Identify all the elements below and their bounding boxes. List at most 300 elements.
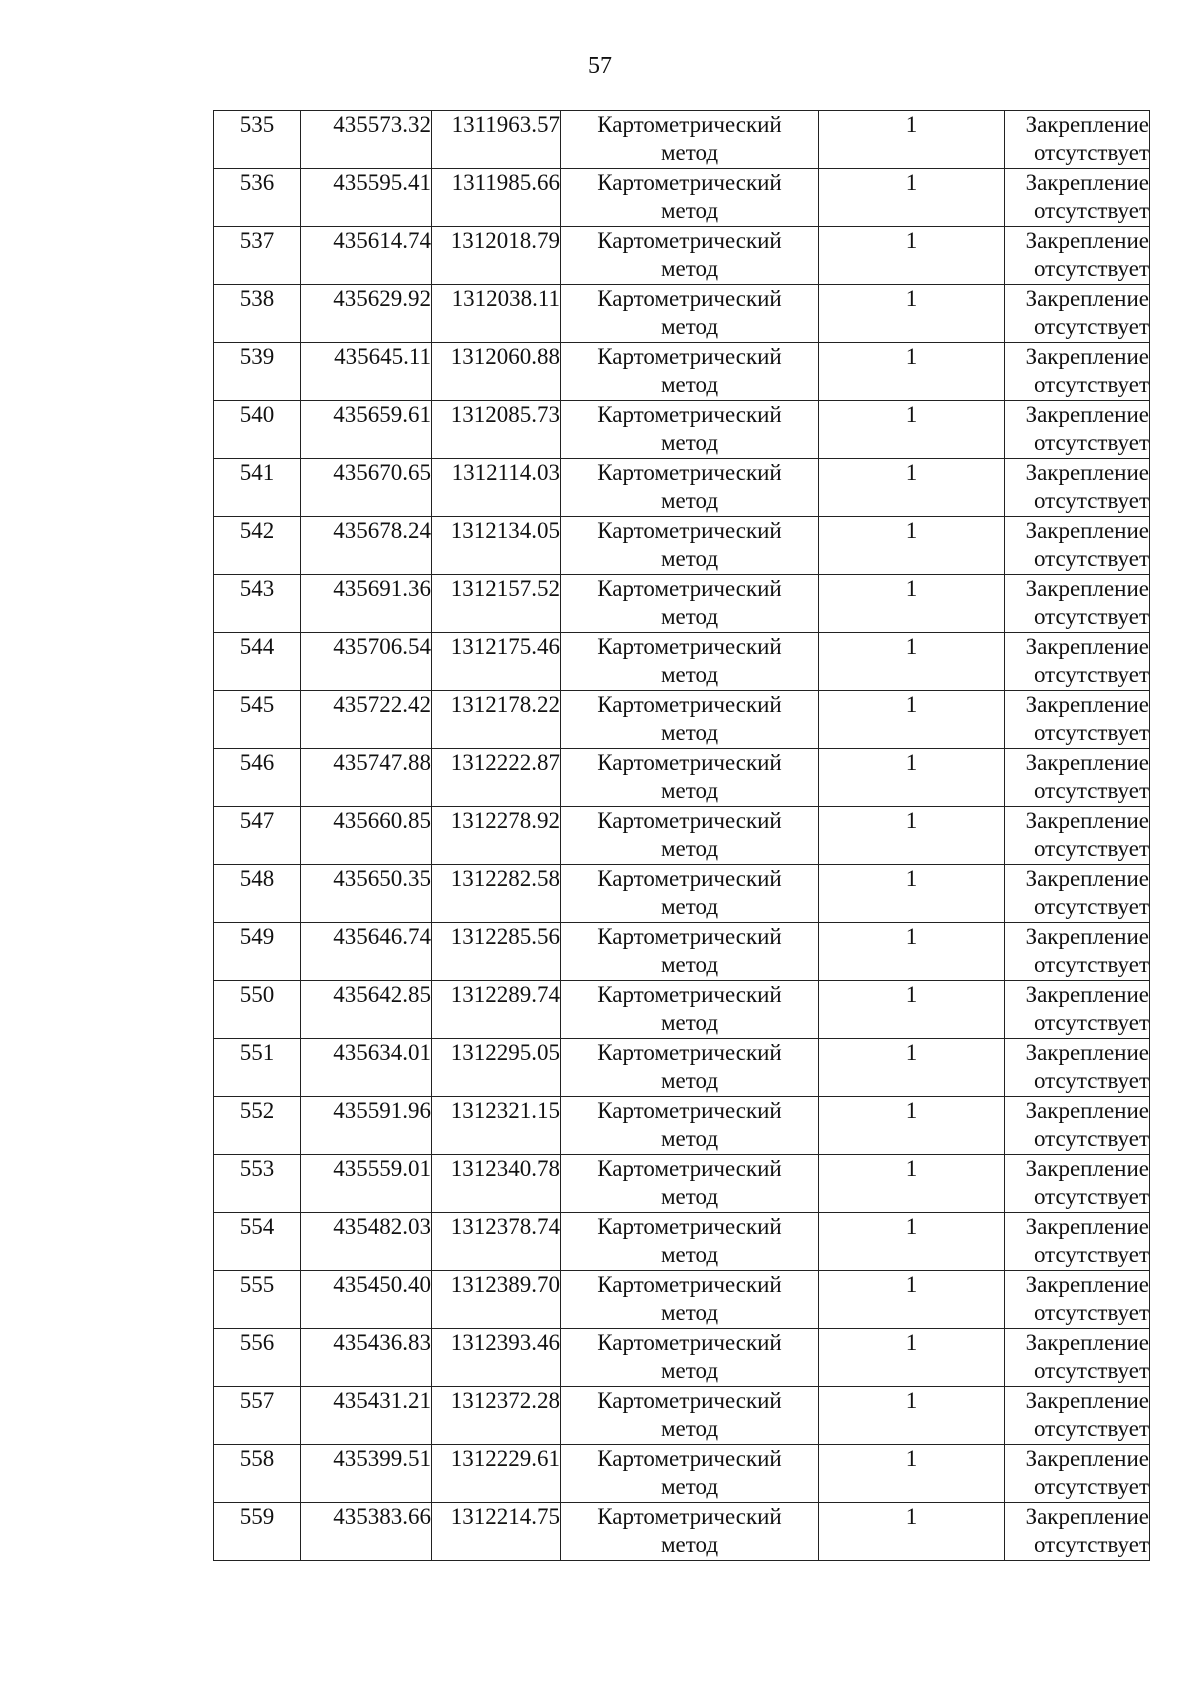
method-cell bbox=[561, 865, 819, 923]
method-cell bbox=[561, 169, 819, 227]
y-coordinate: 1312178.22 bbox=[450, 692, 560, 717]
point-number-cell bbox=[214, 111, 301, 169]
y-coordinate: 1312372.28 bbox=[450, 1388, 560, 1413]
fixing-text-line1: Закрепление bbox=[1025, 1330, 1149, 1355]
method-text-line1: Картометрический bbox=[597, 808, 782, 833]
method-text-line2: метод bbox=[660, 140, 719, 165]
method-cell bbox=[561, 633, 819, 691]
table-row bbox=[214, 111, 1150, 169]
fixing-cell bbox=[1005, 1445, 1150, 1503]
fixing-cell bbox=[1005, 517, 1150, 575]
y-coordinate: 1312393.46 bbox=[450, 1330, 560, 1355]
x-coordinate-cell bbox=[301, 343, 432, 401]
table-row bbox=[214, 865, 1150, 923]
method-text-line2: метод bbox=[660, 720, 719, 745]
accuracy-value: 1 bbox=[905, 460, 918, 485]
point-number-cell bbox=[214, 1213, 301, 1271]
point-number: 546 bbox=[239, 750, 275, 775]
method-cell bbox=[561, 517, 819, 575]
y-coordinate-cell bbox=[432, 1213, 561, 1271]
x-coordinate-cell bbox=[301, 749, 432, 807]
x-coordinate: 435646.74 bbox=[333, 924, 431, 949]
table-row bbox=[214, 749, 1150, 807]
method-text-line1: Картометрический bbox=[597, 924, 782, 949]
point-number: 540 bbox=[239, 402, 275, 427]
method-text-line2: метод bbox=[660, 198, 719, 223]
x-coordinate-cell bbox=[301, 111, 432, 169]
point-number-cell bbox=[214, 1445, 301, 1503]
accuracy-value: 1 bbox=[905, 344, 918, 369]
method-text-line1: Картометрический bbox=[597, 1214, 782, 1239]
y-coordinate: 1312134.05 bbox=[450, 518, 560, 543]
y-coordinate-cell bbox=[432, 575, 561, 633]
y-coordinate-cell bbox=[432, 1155, 561, 1213]
accuracy-cell bbox=[819, 807, 1005, 865]
y-coordinate-cell bbox=[432, 1097, 561, 1155]
accuracy-cell bbox=[819, 1039, 1005, 1097]
y-coordinate-cell bbox=[432, 749, 561, 807]
accuracy-value: 1 bbox=[905, 1214, 918, 1239]
fixing-cell bbox=[1005, 691, 1150, 749]
x-coordinate-cell bbox=[301, 865, 432, 923]
x-coordinate: 435629.92 bbox=[333, 286, 431, 311]
fixing-text-line1: Закрепление bbox=[1025, 1098, 1149, 1123]
table-row bbox=[214, 1387, 1150, 1445]
accuracy-value: 1 bbox=[905, 518, 918, 543]
method-text-line1: Картометрический bbox=[597, 518, 782, 543]
method-text-line1: Картометрический bbox=[597, 982, 782, 1007]
method-text-line2: метод bbox=[660, 372, 719, 397]
fixing-text-line2: отсутствует bbox=[1033, 546, 1149, 571]
accuracy-value: 1 bbox=[905, 286, 918, 311]
y-coordinate: 1312038.11 bbox=[451, 286, 560, 311]
x-coordinate-cell bbox=[301, 459, 432, 517]
point-number-cell bbox=[214, 865, 301, 923]
method-text-line1: Картометрический bbox=[597, 1504, 782, 1529]
method-text-line1: Картометрический bbox=[597, 1040, 782, 1065]
x-coordinate-cell bbox=[301, 807, 432, 865]
fixing-text-line2: отсутствует bbox=[1033, 1474, 1149, 1499]
method-cell bbox=[561, 807, 819, 865]
fixing-text-line1: Закрепление bbox=[1025, 344, 1149, 369]
fixing-cell bbox=[1005, 923, 1150, 981]
y-coordinate: 1312060.88 bbox=[450, 344, 560, 369]
fixing-cell bbox=[1005, 1387, 1150, 1445]
method-text-line2: метод bbox=[660, 1416, 719, 1441]
x-coordinate: 435595.41 bbox=[333, 170, 431, 195]
accuracy-cell bbox=[819, 1387, 1005, 1445]
method-cell bbox=[561, 1445, 819, 1503]
table-row bbox=[214, 1213, 1150, 1271]
method-cell bbox=[561, 981, 819, 1039]
x-coordinate: 435670.65 bbox=[333, 460, 431, 485]
table-row bbox=[214, 807, 1150, 865]
point-number-cell bbox=[214, 1503, 301, 1561]
point-number-cell bbox=[214, 1155, 301, 1213]
fixing-text-line1: Закрепление bbox=[1025, 1446, 1149, 1471]
fixing-text-line2: отсутствует bbox=[1033, 430, 1149, 455]
fixing-text-line1: Закрепление bbox=[1025, 924, 1149, 949]
method-text-line2: метод bbox=[660, 256, 719, 281]
method-cell bbox=[561, 691, 819, 749]
accuracy-cell bbox=[819, 633, 1005, 691]
point-number: 552 bbox=[239, 1098, 275, 1123]
y-coordinate-cell bbox=[432, 1329, 561, 1387]
fixing-text-line2: отсутствует bbox=[1033, 894, 1149, 919]
fixing-cell bbox=[1005, 1039, 1150, 1097]
x-coordinate-cell bbox=[301, 1445, 432, 1503]
fixing-text-line2: отсутствует bbox=[1033, 488, 1149, 513]
table-row bbox=[214, 575, 1150, 633]
method-text-line1: Картометрический bbox=[597, 866, 782, 891]
method-cell bbox=[561, 459, 819, 517]
fixing-cell bbox=[1005, 1329, 1150, 1387]
x-coordinate: 435482.03 bbox=[333, 1214, 431, 1239]
x-coordinate: 435559.01 bbox=[333, 1156, 431, 1181]
point-number-cell bbox=[214, 633, 301, 691]
method-text-line2: метод bbox=[660, 1126, 719, 1151]
page-number: 57 bbox=[588, 53, 612, 79]
x-coordinate: 435591.96 bbox=[333, 1098, 431, 1123]
point-number-cell bbox=[214, 285, 301, 343]
accuracy-value: 1 bbox=[905, 692, 918, 717]
point-number-cell bbox=[214, 343, 301, 401]
point-number: 559 bbox=[239, 1504, 275, 1529]
fixing-text-line1: Закрепление bbox=[1025, 170, 1149, 195]
fixing-cell bbox=[1005, 865, 1150, 923]
method-cell bbox=[561, 1097, 819, 1155]
coordinates-table bbox=[213, 110, 1150, 1561]
point-number: 539 bbox=[239, 344, 275, 369]
y-coordinate: 1312114.03 bbox=[451, 460, 560, 485]
accuracy-cell bbox=[819, 1097, 1005, 1155]
y-coordinate: 1311963.57 bbox=[451, 112, 560, 137]
fixing-cell bbox=[1005, 1213, 1150, 1271]
x-coordinate: 435642.85 bbox=[333, 982, 431, 1007]
method-text-line2: метод bbox=[660, 1532, 719, 1557]
table-row bbox=[214, 285, 1150, 343]
accuracy-cell bbox=[819, 1155, 1005, 1213]
method-cell bbox=[561, 1329, 819, 1387]
y-coordinate-cell bbox=[432, 401, 561, 459]
point-number-cell bbox=[214, 807, 301, 865]
point-number-cell bbox=[214, 749, 301, 807]
y-coordinate-cell bbox=[432, 1387, 561, 1445]
fixing-text-line1: Закрепление bbox=[1025, 750, 1149, 775]
x-coordinate-cell bbox=[301, 1387, 432, 1445]
y-coordinate-cell bbox=[432, 285, 561, 343]
point-number: 555 bbox=[239, 1272, 275, 1297]
fixing-text-line1: Закрепление bbox=[1025, 1388, 1149, 1413]
table-row bbox=[214, 169, 1150, 227]
point-number: 557 bbox=[239, 1388, 275, 1413]
fixing-text-line1: Закрепление bbox=[1025, 518, 1149, 543]
x-coordinate-cell bbox=[301, 1039, 432, 1097]
point-number-cell bbox=[214, 169, 301, 227]
x-coordinate-cell bbox=[301, 227, 432, 285]
fixing-text-line1: Закрепление bbox=[1025, 1272, 1149, 1297]
table-row bbox=[214, 1155, 1150, 1213]
y-coordinate: 1312214.75 bbox=[450, 1504, 560, 1529]
x-coordinate: 435645.11 bbox=[334, 344, 431, 369]
fixing-text-line2: отсутствует bbox=[1033, 1416, 1149, 1441]
fixing-text-line2: отсутствует bbox=[1033, 1242, 1149, 1267]
y-coordinate-cell bbox=[432, 459, 561, 517]
point-number: 542 bbox=[239, 518, 275, 543]
accuracy-value: 1 bbox=[905, 1156, 918, 1181]
y-coordinate-cell bbox=[432, 807, 561, 865]
fixing-text-line1: Закрепление bbox=[1025, 228, 1149, 253]
method-text-line1: Картометрический bbox=[597, 286, 782, 311]
y-coordinate: 1312018.79 bbox=[450, 228, 560, 253]
y-coordinate: 1312157.52 bbox=[450, 576, 560, 601]
y-coordinate: 1312295.05 bbox=[450, 1040, 560, 1065]
fixing-text-line2: отсутствует bbox=[1033, 198, 1149, 223]
accuracy-cell bbox=[819, 111, 1005, 169]
method-text-line1: Картометрический bbox=[597, 344, 782, 369]
method-text-line2: метод bbox=[660, 604, 719, 629]
accuracy-value: 1 bbox=[905, 402, 918, 427]
point-number-cell bbox=[214, 459, 301, 517]
method-text-line2: метод bbox=[660, 488, 719, 513]
fixing-cell bbox=[1005, 285, 1150, 343]
x-coordinate-cell bbox=[301, 285, 432, 343]
y-coordinate: 1312321.15 bbox=[450, 1098, 560, 1123]
table-row bbox=[214, 517, 1150, 575]
x-coordinate-cell bbox=[301, 1155, 432, 1213]
y-coordinate-cell bbox=[432, 691, 561, 749]
fixing-cell bbox=[1005, 459, 1150, 517]
fixing-cell bbox=[1005, 227, 1150, 285]
fixing-cell bbox=[1005, 981, 1150, 1039]
method-cell bbox=[561, 575, 819, 633]
table-row bbox=[214, 1271, 1150, 1329]
fixing-text-line2: отсутствует bbox=[1033, 952, 1149, 977]
fixing-text-line2: отсутствует bbox=[1033, 372, 1149, 397]
fixing-text-line1: Закрепление bbox=[1025, 1214, 1149, 1239]
accuracy-cell bbox=[819, 981, 1005, 1039]
accuracy-value: 1 bbox=[905, 576, 918, 601]
fixing-text-line1: Закрепление bbox=[1025, 1504, 1149, 1529]
x-coordinate: 435747.88 bbox=[333, 750, 431, 775]
method-cell bbox=[561, 401, 819, 459]
x-coordinate: 435383.66 bbox=[333, 1504, 431, 1529]
accuracy-value: 1 bbox=[905, 170, 918, 195]
method-cell bbox=[561, 1039, 819, 1097]
point-number: 536 bbox=[239, 170, 275, 195]
x-coordinate-cell bbox=[301, 923, 432, 981]
method-cell bbox=[561, 343, 819, 401]
method-cell bbox=[561, 111, 819, 169]
accuracy-cell bbox=[819, 343, 1005, 401]
method-text-line2: метод bbox=[660, 1068, 719, 1093]
table-row bbox=[214, 691, 1150, 749]
x-coordinate: 435706.54 bbox=[333, 634, 431, 659]
table-row bbox=[214, 1097, 1150, 1155]
fixing-text-line2: отсутствует bbox=[1033, 836, 1149, 861]
accuracy-cell bbox=[819, 1503, 1005, 1561]
y-coordinate: 1312285.56 bbox=[450, 924, 560, 949]
accuracy-value: 1 bbox=[905, 112, 918, 137]
accuracy-cell bbox=[819, 227, 1005, 285]
y-coordinate-cell bbox=[432, 343, 561, 401]
y-coordinate-cell bbox=[432, 227, 561, 285]
method-text-line2: метод bbox=[660, 836, 719, 861]
method-cell bbox=[561, 1503, 819, 1561]
x-coordinate: 435436.83 bbox=[333, 1330, 431, 1355]
accuracy-cell bbox=[819, 749, 1005, 807]
accuracy-cell bbox=[819, 865, 1005, 923]
accuracy-cell bbox=[819, 401, 1005, 459]
x-coordinate-cell bbox=[301, 575, 432, 633]
y-coordinate-cell bbox=[432, 633, 561, 691]
method-text-line1: Картометрический bbox=[597, 1098, 782, 1123]
fixing-text-line2: отсутствует bbox=[1033, 1300, 1149, 1325]
method-text-line2: метод bbox=[660, 1242, 719, 1267]
accuracy-cell bbox=[819, 923, 1005, 981]
y-coordinate: 1312222.87 bbox=[450, 750, 560, 775]
accuracy-value: 1 bbox=[905, 1330, 918, 1355]
fixing-text-line2: отсутствует bbox=[1033, 256, 1149, 281]
point-number-cell bbox=[214, 517, 301, 575]
method-cell bbox=[561, 923, 819, 981]
method-cell bbox=[561, 749, 819, 807]
method-text-line2: метод bbox=[660, 430, 719, 455]
table-body bbox=[214, 111, 1150, 1561]
method-text-line2: метод bbox=[660, 1300, 719, 1325]
y-coordinate: 1312378.74 bbox=[450, 1214, 560, 1239]
accuracy-cell bbox=[819, 285, 1005, 343]
method-text-line2: метод bbox=[660, 1010, 719, 1035]
x-coordinate-cell bbox=[301, 401, 432, 459]
method-cell bbox=[561, 1271, 819, 1329]
table-row bbox=[214, 633, 1150, 691]
method-text-line1: Картометрический bbox=[597, 112, 782, 137]
table-row bbox=[214, 981, 1150, 1039]
point-number-cell bbox=[214, 575, 301, 633]
point-number: 558 bbox=[239, 1446, 275, 1471]
y-coordinate: 1312282.58 bbox=[450, 866, 560, 891]
point-number-cell bbox=[214, 401, 301, 459]
x-coordinate: 435722.42 bbox=[333, 692, 431, 717]
y-coordinate: 1312340.78 bbox=[450, 1156, 560, 1181]
fixing-text-line1: Закрепление bbox=[1025, 808, 1149, 833]
fixing-text-line2: отсутствует bbox=[1033, 1068, 1149, 1093]
method-text-line1: Картометрический bbox=[597, 228, 782, 253]
accuracy-value: 1 bbox=[905, 982, 918, 1007]
fixing-text-line2: отсутствует bbox=[1033, 1010, 1149, 1035]
point-number-cell bbox=[214, 1329, 301, 1387]
fixing-text-line1: Закрепление bbox=[1025, 692, 1149, 717]
method-text-line2: метод bbox=[660, 662, 719, 687]
method-text-line2: метод bbox=[660, 894, 719, 919]
accuracy-cell bbox=[819, 517, 1005, 575]
fixing-text-line2: отсутствует bbox=[1033, 1184, 1149, 1209]
accuracy-value: 1 bbox=[905, 1504, 918, 1529]
point-number: 543 bbox=[239, 576, 275, 601]
table-row bbox=[214, 1503, 1150, 1561]
method-text-line1: Картометрический bbox=[597, 1330, 782, 1355]
point-number: 548 bbox=[239, 866, 275, 891]
accuracy-value: 1 bbox=[905, 750, 918, 775]
method-text-line2: метод bbox=[660, 778, 719, 803]
accuracy-value: 1 bbox=[905, 808, 918, 833]
method-cell bbox=[561, 1387, 819, 1445]
x-coordinate: 435660.85 bbox=[333, 808, 431, 833]
y-coordinate: 1312229.61 bbox=[450, 1446, 560, 1471]
fixing-text-line1: Закрепление bbox=[1025, 634, 1149, 659]
y-coordinate-cell bbox=[432, 111, 561, 169]
accuracy-cell bbox=[819, 691, 1005, 749]
method-text-line1: Картометрический bbox=[597, 1446, 782, 1471]
accuracy-value: 1 bbox=[905, 866, 918, 891]
point-number-cell bbox=[214, 227, 301, 285]
x-coordinate: 435573.32 bbox=[333, 112, 431, 137]
point-number-cell bbox=[214, 923, 301, 981]
table-row bbox=[214, 459, 1150, 517]
accuracy-cell bbox=[819, 1445, 1005, 1503]
method-text-line2: метод bbox=[660, 1184, 719, 1209]
table-row bbox=[214, 343, 1150, 401]
y-coordinate: 1312278.92 bbox=[450, 808, 560, 833]
point-number-cell bbox=[214, 691, 301, 749]
method-text-line2: метод bbox=[660, 1474, 719, 1499]
y-coordinate-cell bbox=[432, 1039, 561, 1097]
method-cell bbox=[561, 285, 819, 343]
method-text-line2: метод bbox=[660, 314, 719, 339]
x-coordinate: 435650.35 bbox=[333, 866, 431, 891]
fixing-cell bbox=[1005, 1097, 1150, 1155]
point-number: 535 bbox=[239, 112, 275, 137]
accuracy-cell bbox=[819, 1213, 1005, 1271]
x-coordinate-cell bbox=[301, 1329, 432, 1387]
method-text-line1: Картометрический bbox=[597, 170, 782, 195]
point-number: 538 bbox=[239, 286, 275, 311]
fixing-cell bbox=[1005, 575, 1150, 633]
fixing-text-line1: Закрепление bbox=[1025, 1040, 1149, 1065]
method-text-line1: Картометрический bbox=[597, 634, 782, 659]
method-text-line1: Картометрический bbox=[597, 750, 782, 775]
fixing-text-line2: отсутствует bbox=[1033, 778, 1149, 803]
method-text-line1: Картометрический bbox=[597, 692, 782, 717]
x-coordinate: 435659.61 bbox=[333, 402, 431, 427]
fixing-cell bbox=[1005, 111, 1150, 169]
accuracy-cell bbox=[819, 575, 1005, 633]
point-number: 544 bbox=[239, 634, 275, 659]
point-number: 556 bbox=[239, 1330, 275, 1355]
point-number: 547 bbox=[239, 808, 275, 833]
accuracy-value: 1 bbox=[905, 1272, 918, 1297]
y-coordinate-cell bbox=[432, 1271, 561, 1329]
x-coordinate-cell bbox=[301, 169, 432, 227]
x-coordinate: 435634.01 bbox=[333, 1040, 431, 1065]
x-coordinate: 435399.51 bbox=[333, 1446, 431, 1471]
x-coordinate-cell bbox=[301, 633, 432, 691]
x-coordinate-cell bbox=[301, 1213, 432, 1271]
point-number: 537 bbox=[239, 228, 275, 253]
point-number: 554 bbox=[239, 1214, 275, 1239]
accuracy-cell bbox=[819, 1329, 1005, 1387]
y-coordinate: 1312289.74 bbox=[450, 982, 560, 1007]
point-number: 541 bbox=[239, 460, 275, 485]
point-number: 545 bbox=[239, 692, 275, 717]
point-number-cell bbox=[214, 981, 301, 1039]
fixing-cell bbox=[1005, 1271, 1150, 1329]
fixing-cell bbox=[1005, 1503, 1150, 1561]
fixing-text-line1: Закрепление bbox=[1025, 460, 1149, 485]
accuracy-cell bbox=[819, 1271, 1005, 1329]
x-coordinate: 435691.36 bbox=[333, 576, 431, 601]
